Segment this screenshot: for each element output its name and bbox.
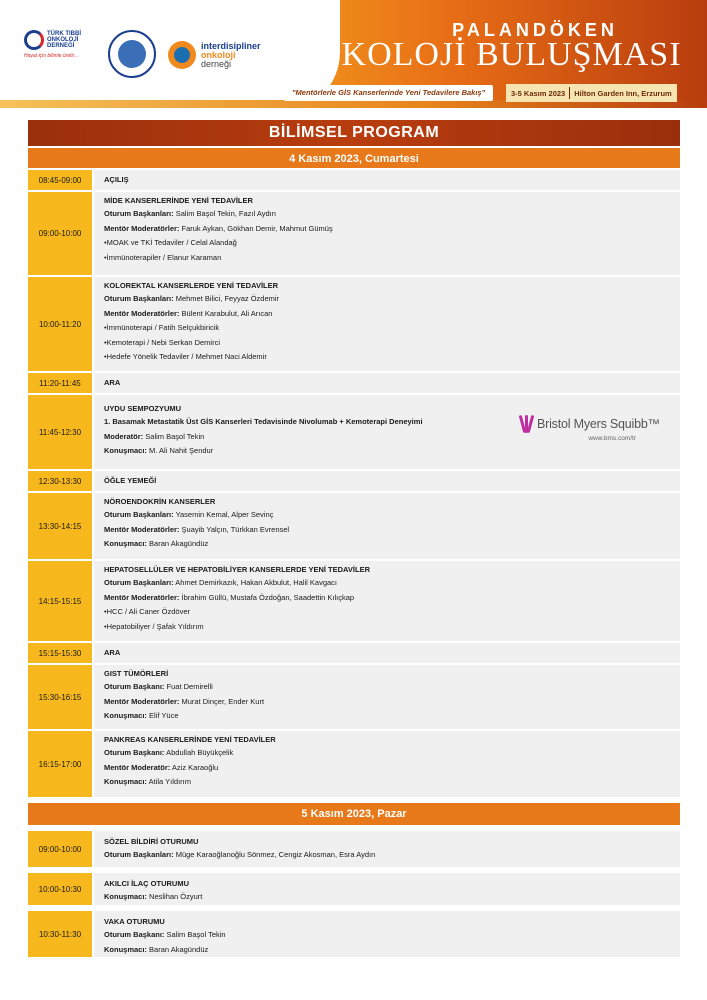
chairs-names: Mehmet Bilici, Feyyaz Özdemir xyxy=(175,294,280,303)
idod-logo-icon xyxy=(168,41,196,69)
session-title: VAKA OTURUMU xyxy=(104,917,165,926)
session-row xyxy=(28,867,680,905)
chairs-names: Ahmet Demirkazık, Hakan Akbulut, Halil Kavgacı xyxy=(175,578,338,587)
ttod-logo-icon xyxy=(24,30,44,50)
session-row xyxy=(28,275,680,371)
chairs-label: Oturum Başkanı: xyxy=(104,930,165,939)
event-title-main: ONKOLOJİ BULUŞMASI xyxy=(290,36,682,73)
session-time: 08:45-09:00 xyxy=(28,170,92,190)
event-title-top: PALANDÖKEN xyxy=(452,20,618,40)
mentors-label: Mentör Moderatörler: xyxy=(104,524,180,534)
mentors-label: Mentör Moderatör: xyxy=(104,762,171,772)
session-row xyxy=(28,831,680,867)
idod-logo xyxy=(168,30,268,80)
talk-item: •Kemoterapi / Nebi Serkan Demirci xyxy=(104,337,221,347)
header xyxy=(0,0,707,108)
session-row xyxy=(28,641,680,663)
session-row xyxy=(28,393,680,469)
ttod-logo-text: TÜRK TIBBİ ONKOLOJİ DERNEĞİ xyxy=(47,31,81,49)
speaker-name: Baran Akagündüz xyxy=(149,944,209,954)
session-time: 10:30-11:30 xyxy=(28,911,92,957)
idod-line2: onkoloji xyxy=(201,49,236,60)
ttod-logo xyxy=(24,30,92,80)
session-row xyxy=(28,190,680,275)
chairs-names: Abdullah Büyükçelik xyxy=(166,748,234,757)
mentors-names: Bülent Karabulut, Ali Arıcan xyxy=(181,308,273,318)
event-venue: Hilton Garden Inn, Erzurum xyxy=(574,88,672,98)
session-time: 15:30-16:15 xyxy=(28,665,92,729)
ttod-tagline: Hayat için bilimle üretir... xyxy=(24,53,79,59)
session-title: ARA xyxy=(104,648,121,657)
moderator-label: Moderatör: xyxy=(104,431,144,441)
chairs-label: Oturum Başkanları: xyxy=(104,578,174,587)
talk-item: •İmmünoterapiler / Elanur Karaman xyxy=(104,252,222,262)
chairs-names: Yasemin Kemal, Alper Sevinç xyxy=(175,510,274,519)
session-title: ARA xyxy=(104,378,121,387)
talk-item: •HCC / Ali Caner Özdöver xyxy=(104,607,190,617)
day-header-2: 5 Kasım 2023, Pazar xyxy=(28,803,680,825)
day-header-1: 4 Kasım 2023, Cumartesi xyxy=(28,146,680,168)
mentors-names: Şuayib Yalçın, Türkkan Evrensel xyxy=(181,524,290,534)
program-title: BİLİMSEL PROGRAM xyxy=(28,120,680,146)
chairs-label: Oturum Başkanları: xyxy=(104,209,174,218)
talk-item: •Hedefe Yönelik Tedaviler / Mehmet Naci Aldemir xyxy=(104,352,267,362)
session-subtitle: 1. Basamak Metastatik Üst GİS Kanserleri Tedavisinde Nivolumab + Kemoterapi Deneyimi xyxy=(104,417,423,426)
session-title: PANKREAS KANSERLERİNDE YENİ TEDAVİLER xyxy=(104,735,276,744)
speaker-label: Konuşmacı: xyxy=(104,446,147,456)
chairs-label: Oturum Başkanı: xyxy=(104,682,165,691)
session-time: 11:20-11:45 xyxy=(28,373,92,393)
scientific-program xyxy=(28,120,680,957)
session-row xyxy=(28,491,680,559)
event-subtitle: "Mentörlerle GİS Kanserlerinde Yeni Tedavilere Bakış" xyxy=(284,85,493,101)
talk-item: •Hepatobiliyer / Şafak Yıldırım xyxy=(104,621,204,631)
chairs-label: Oturum Başkanları: xyxy=(104,294,174,303)
session-time: 10:00-11:20 xyxy=(28,277,92,371)
moderator-name: Salim Başol Tekin xyxy=(145,431,205,441)
session-time: 12:30-13:30 xyxy=(28,471,92,491)
university-seal-logo xyxy=(108,30,156,78)
speaker-label: Konuşmacı: xyxy=(104,944,147,954)
speaker-label: Konuşmacı: xyxy=(104,711,147,721)
mentors-names: Faruk Aykan, Gökhan Demir, Mahmut Gümüş xyxy=(181,223,333,233)
session-title: HEPATOSELLÜLER VE HEPATOBİLİYER KANSERLERDE YENİ TEDAVİLER xyxy=(104,565,371,574)
sponsor-logo xyxy=(521,415,666,442)
session-row xyxy=(28,559,680,641)
talk-item: •MOAK ve TKİ Tedaviler / Celal Alandağ xyxy=(104,238,237,248)
session-time: 11:45-12:30 xyxy=(28,395,92,469)
mentors-label: Mentör Moderatörler: xyxy=(104,592,180,602)
chairs-label: Oturum Başkanı: xyxy=(104,748,165,757)
mentors-label: Mentör Moderatörler: xyxy=(104,223,180,233)
session-row xyxy=(28,663,680,729)
session-title: KOLOREKTAL KANSERLERDE YENİ TEDAVİLER xyxy=(104,281,279,290)
talk-item: •İmmünoterapi / Fatih Selçukbiricik xyxy=(104,323,220,333)
session-row xyxy=(28,905,680,957)
seal-emblem-icon xyxy=(118,40,146,68)
chairs-label: Oturum Başkanları: xyxy=(104,510,174,519)
date-venue-divider xyxy=(569,87,570,99)
session-time: 10:00-10:30 xyxy=(28,873,92,905)
chairs-label: Oturum Başkanları: xyxy=(104,850,174,859)
session-title: AKILCI İLAÇ OTURUMU xyxy=(104,879,189,888)
session-time: 09:00-10:00 xyxy=(28,192,92,275)
idod-line3: derneği xyxy=(201,58,232,69)
session-time: 16:15-17:00 xyxy=(28,731,92,797)
mentors-names: İbrahim Güllü, Mustafa Özdoğan, Saadettin Kılıçkap xyxy=(181,592,355,602)
session-row xyxy=(28,371,680,393)
chairs-names: Salim Başol Tekin xyxy=(166,930,226,939)
mentors-label: Mentör Moderatörler: xyxy=(104,696,180,706)
session-row xyxy=(28,168,680,190)
mentors-names: Aziz Karaoğlu xyxy=(171,762,219,772)
session-title: ÖĞLE YEMEĞİ xyxy=(104,476,157,485)
mentors-label: Mentör Moderatörler: xyxy=(104,308,180,318)
sponsor-name: Bristol Myers Squibb™ xyxy=(537,417,660,431)
speaker-label: Konuşmacı: xyxy=(104,539,147,549)
session-title: SÖZEL BİLDİRİ OTURUMU xyxy=(104,837,199,846)
speaker-name: M. Ali Nahit Şendur xyxy=(149,446,214,456)
chairs-names: Fuat Demirelli xyxy=(166,682,213,691)
session-time: 13:30-14:15 xyxy=(28,493,92,559)
speaker-name: Elif Yüce xyxy=(149,711,179,721)
chairs-names: Müge Karaoğlanoğlu Sönmez, Cengiz Akosman, Esra Aydın xyxy=(175,850,376,859)
session-title: UYDU SEMPOZYUMU xyxy=(104,404,182,413)
event-date-venue xyxy=(506,84,677,102)
session-title: GIST TÜMÖRLERİ xyxy=(104,669,169,678)
session-row xyxy=(28,469,680,491)
bms-icon xyxy=(521,415,533,433)
chairs-names: Salim Başol Tekin, Fazıl Aydın xyxy=(175,209,276,218)
session-row xyxy=(28,729,680,797)
session-time: 14:15-15:15 xyxy=(28,561,92,641)
speaker-name: Neslihan Özyurt xyxy=(149,892,203,901)
speaker-label: Konuşmacı: xyxy=(104,777,147,787)
speaker-name: Baran Akagündüz xyxy=(149,539,209,549)
sponsor-url: www.bms.com/tr xyxy=(588,435,636,442)
speaker-name: Atila Yıldırım xyxy=(148,777,191,787)
session-time: 09:00-10:00 xyxy=(28,831,92,867)
idod-line1: interdisipliner xyxy=(201,40,261,51)
mentors-names: Murat Dinçer, Ender Kurt xyxy=(181,696,265,706)
session-title: AÇILIŞ xyxy=(104,175,129,184)
speaker-label: Konuşmacı: xyxy=(104,892,147,901)
event-date: 3-5 Kasım 2023 xyxy=(511,88,566,98)
session-title: NÖROENDOKRİN KANSERLER xyxy=(104,497,216,506)
session-title: MİDE KANSERLERİNDE YENİ TEDAVİLER xyxy=(104,196,253,205)
session-time: 15:15-15:30 xyxy=(28,643,92,663)
